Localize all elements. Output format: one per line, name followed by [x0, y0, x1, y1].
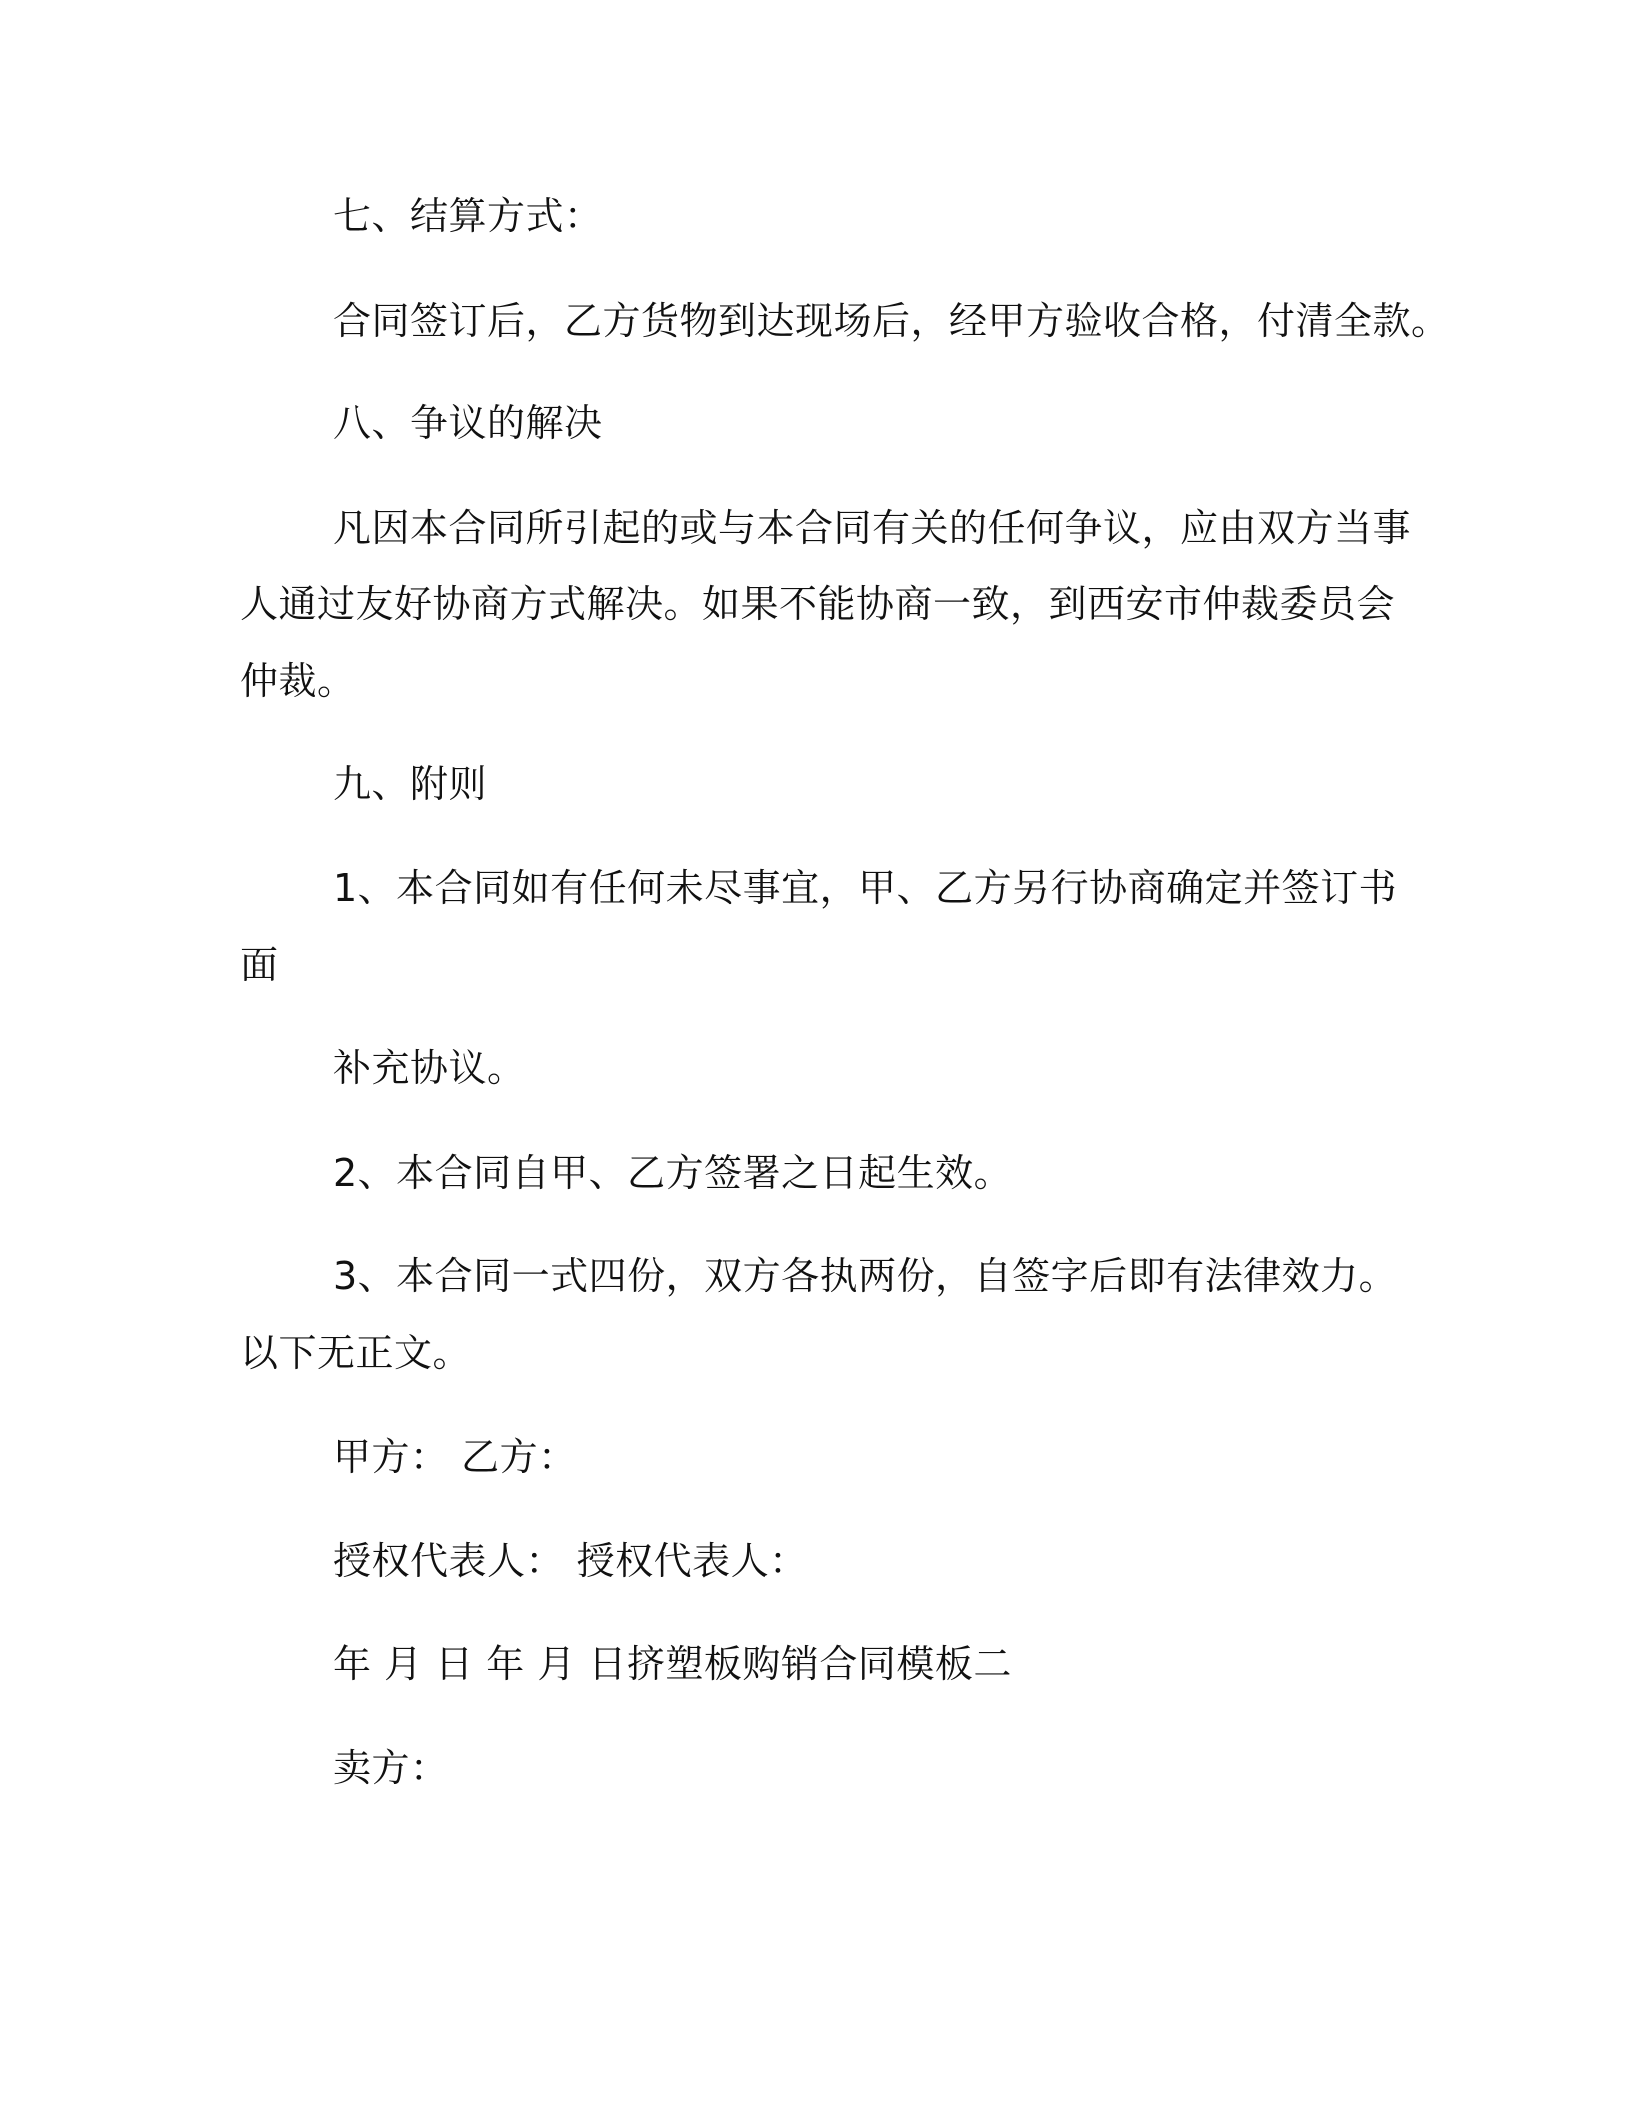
party-labels: 甲方： 乙方：	[333, 1435, 577, 1479]
clause-1-line-2: 面	[240, 943, 279, 987]
clause-1-line-3: 补充协议。	[333, 1046, 526, 1090]
section-7-heading: 七、结算方式：	[333, 194, 603, 238]
clause-1-line-1: 1、本合同如有任何未尽事宜，甲、乙方另行协商确定并签订书	[333, 866, 1398, 910]
clause-3: 3、本合同一式四份，双方各执两份，自签字后即有法律效力。	[333, 1254, 1398, 1298]
representative-labels: 授权代表人： 授权代表人：	[333, 1539, 808, 1583]
clause-2: 2、本合同自甲、乙方签署之日起生效。	[333, 1151, 1013, 1195]
end-of-text-note: 以下无正文。	[240, 1331, 472, 1375]
section-9-heading: 九、附则	[333, 762, 488, 806]
date-and-template-title: 年 月 日 年 月 日挤塑板购销合同模板二	[333, 1642, 1012, 1686]
section-8-body-line-1: 凡因本合同所引起的或与本合同有关的任何争议，应由双方当事	[333, 506, 1412, 550]
section-8-body-line-3: 仲裁。	[240, 659, 356, 703]
section-8-body-line-2: 人通过友好协商方式解决。如果不能协商一致，到西安市仲裁委员会	[240, 582, 1396, 626]
seller-label: 卖方：	[333, 1746, 449, 1790]
section-7-body: 合同签订后，乙方货物到达现场后，经甲方验收合格，付清全款。	[333, 299, 1450, 343]
section-8-heading: 八、争议的解决	[333, 401, 603, 445]
